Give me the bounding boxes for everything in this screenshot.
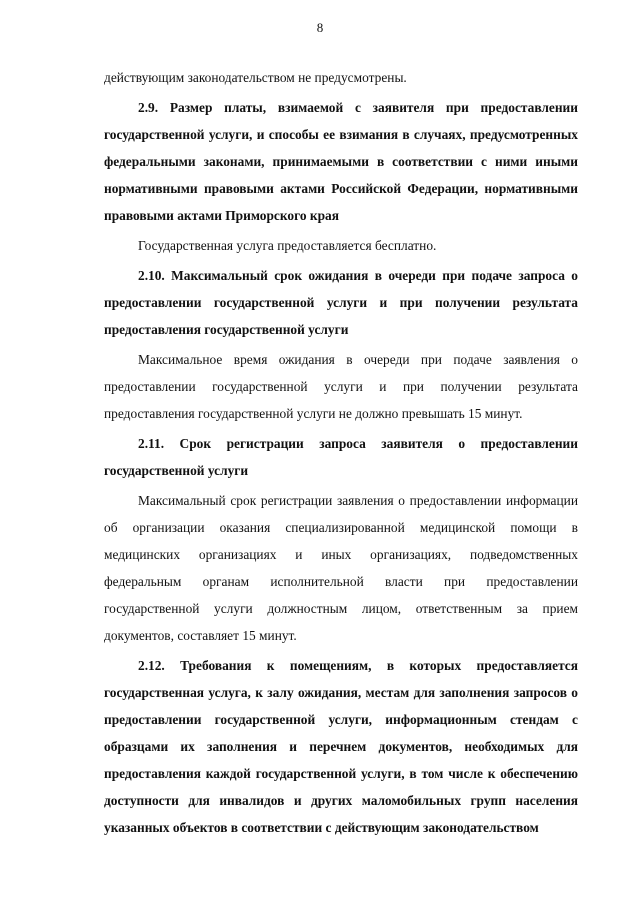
section-heading-2-12: 2.12. Требования к помещениям, в которых предоставляется государственная услуга, к залу ожидания, местам для заполнения запросов о предоставлении государственной услуги, информационным стендам с образцами их заполнения и перечнем документов, необходимых для предоставления каждой государственной услуги, в том числе к обеспечению доступности для инвалидов и других маломобильных групп населения указанных объектов в соответствии с действующим законодательством	[104, 658, 578, 835]
page-number: 8	[316, 20, 324, 35]
section-heading-2-10: 2.10. Максимальный срок ожидания в очереди при подаче запроса о предоставлении государственной услуги и при получении результата предоставления государственной услуги	[104, 268, 578, 337]
section-text-2-11: Максимальный срок регистрации заявления о предоставлении информации об организации оказания специализированной медицинской помощи в медицинских организациях и иных организациях, подведомственных федеральным органам исполнительной власти при предоставлении государственной услуги должностным лицом, ответственным за прием документов, составляет 15 минут.	[104, 493, 578, 643]
section-text-2-9: Государственная услуга предоставляется бесплатно.	[138, 238, 437, 253]
document-body	[104, 64, 578, 841]
continuation-paragraph: действующим законодательством не предусмотрены.	[104, 70, 407, 85]
section-text-2-10: Максимальное время ожидания в очереди при подаче заявления о предоставлении государственной услуги и при получении результата предоставления государственной услуги не должно превышать 15 минут.	[104, 352, 578, 421]
section-heading-2-9: 2.9. Размер платы, взимаемой с заявителя при предоставлении государственной услуги, и способы ее взимания в случаях, предусмотренных федеральными законами, принимаемыми в соответствии с ними иными нормативными правовыми актами Российской Федерации, нормативными правовыми актами Приморского края	[104, 100, 578, 223]
section-heading-2-11: 2.11. Срок регистрации запроса заявителя о предоставлении государственной услуги	[104, 436, 578, 478]
